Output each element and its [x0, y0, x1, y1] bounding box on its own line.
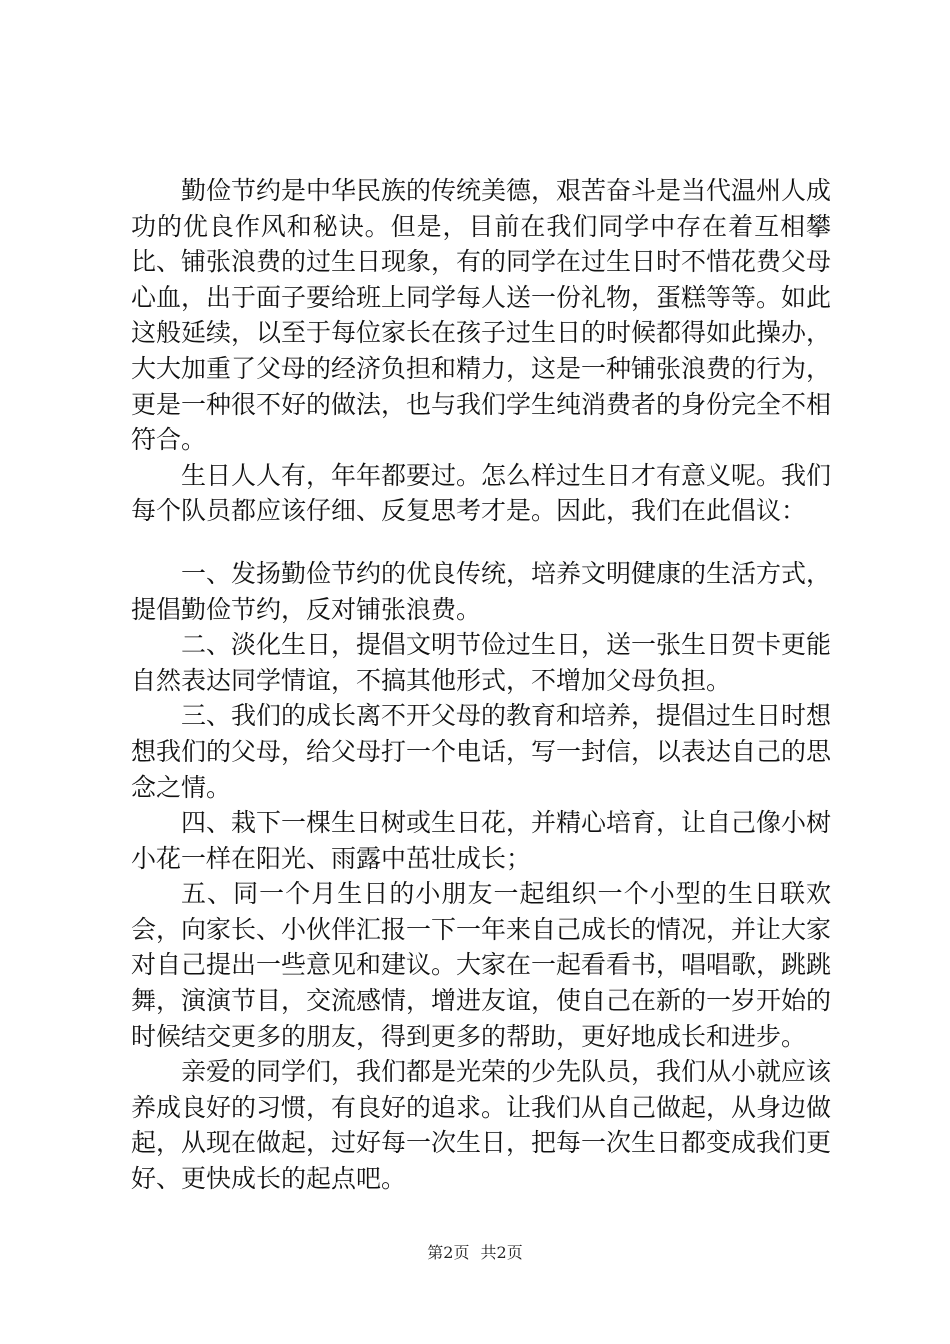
paragraph-proposal-lead: 生日人人有，年年都要过。怎么样过生日才有意义呢。我们每个队员都应该仔细、反复思考才是。因此，我们在此倡议：: [131, 460, 832, 526]
paragraph-closing: 亲爱的同学们，我们都是光荣的少先队员，我们从小就应该养成良好的习惯，有良好的追求。让我们从自己做起，从身边做起，从现在做起，过好每一次生日，把每一次生日都变成我们更好、更快成长的起点吧。: [131, 1057, 832, 1194]
page-total: 共2页: [480, 1243, 523, 1262]
paragraph-intro: 勤俭节约是中华民族的传统美德，艰苦奋斗是当代温州人成功的优良作风和秘诀。但是，目前在我们同学中存在着互相攀比、铺张浪费的过生日现象，有的同学在过生日时不惜花费父母心血，出于面子要给班上同学每人送一份礼物，蛋糕等等。如此这般延续，以至于每位家长在孩子过生日的时候都得如此操办，大大加重了父母的经济负担和精力，这是一种铺张浪费的行为，更是一种很不好的做法，也与我们学生纯消费者的身份完全不相符合。: [131, 176, 832, 455]
paragraph-proposal-1: 一、发扬勤俭节约的优良传统，培养文明健康的生活方式，提倡勤俭节约，反对铺张浪费。: [131, 558, 832, 624]
document-body: [131, 173, 831, 1197]
page-footer: [0, 1242, 950, 1264]
paragraph-proposal-2: 二、淡化生日，提倡文明节俭过生日，送一张生日贺卡更能自然表达同学情谊，不搞其他形式，不增加父母负担。: [131, 630, 832, 695]
paragraph-proposal-4: 四、栽下一棵生日树或生日花，并精心培育，让自己像小树小花一样在阳光、雨露中茁壮成长；: [131, 808, 832, 873]
paragraph-proposal-3: 三、我们的成长离不开父母的教育和培养，提倡过生日时想想我们的父母，给父母打一个电话，写一封信，以表达自己的思念之情。: [131, 701, 832, 802]
page-number: 第2页: [427, 1243, 470, 1262]
paragraph-proposal-5: 五、同一个月生日的小朋友一起组织一个小型的生日联欢会，向家长、小伙伴汇报一下一年来自己成长的情况，并让大家对自己提出一些意见和建议。大家在一起看看书，唱唱歌，跳跳舞，演演节目，交流感情，增进友谊，使自己在新的一岁开始的时候结交更多的朋友，得到更多的帮助，更好地成长和进步。: [131, 879, 832, 1051]
